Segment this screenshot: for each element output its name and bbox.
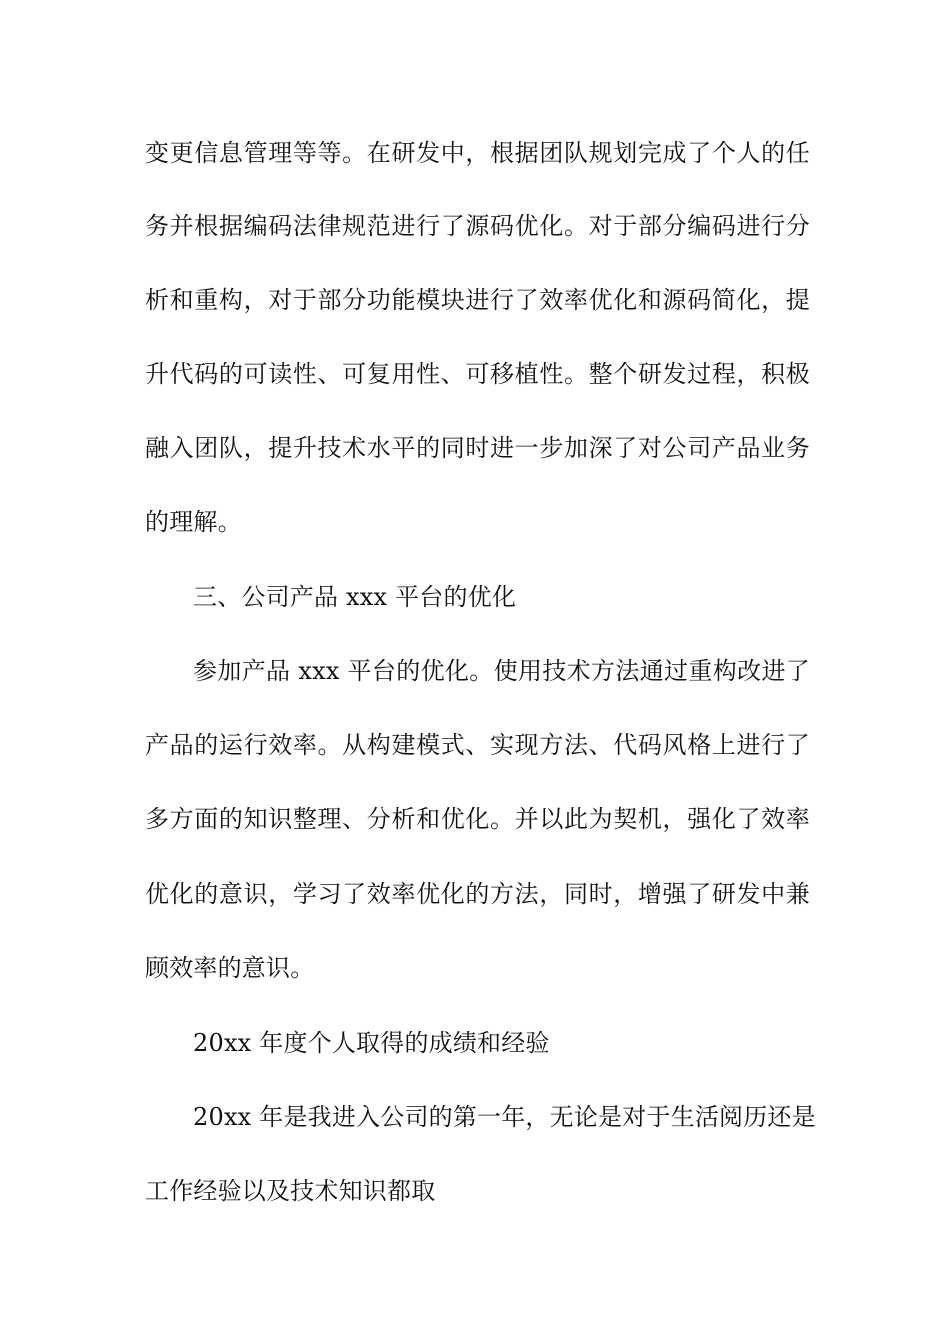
section-heading: 三、公司产品 xxx 平台的优化 (193, 583, 517, 611)
body-text-line: 多方面的知识整理、分析和优化。并以此为契机，强化了效率 (145, 805, 810, 833)
body-text-line: 务并根据编码法律规范进行了源码优化。对于部分编码进行分 (145, 212, 810, 240)
section-heading: 20xx 年度个人取得的成绩和经验 (193, 1029, 550, 1057)
body-text-line: 析和重构，对于部分功能模块进行了效率优化和源码简化，提 (145, 286, 810, 314)
body-text-line: 参加产品 xxx 平台的优化。使用技术方法通过重构改进了 (193, 657, 810, 685)
body-text-line: 产品的运行效率。从构建模式、实现方法、代码风格上进行了 (145, 731, 810, 759)
body-text-line: 工作经验以及技术知识都取 (145, 1177, 436, 1205)
body-text-line: 顾效率的意识。 (145, 954, 315, 982)
body-text-line: 优化的意识，学习了效率优化的方法，同时，增强了研发中兼 (145, 880, 810, 908)
body-text-line: 20xx 年是我进入公司的第一年，无论是对于生活阅历还是 (193, 1103, 816, 1131)
body-text-line: 融入团队，提升技术水平的同时进一步加深了对公司产品业务 (145, 434, 810, 462)
body-text-line: 升代码的可读性、可复用性、可移植性。整个研发过程，积极 (145, 360, 810, 388)
body-text-line: 的理解。 (145, 508, 242, 536)
body-text-line: 变更信息管理等等。在研发中，根据团队规划完成了个人的任 (145, 139, 810, 167)
